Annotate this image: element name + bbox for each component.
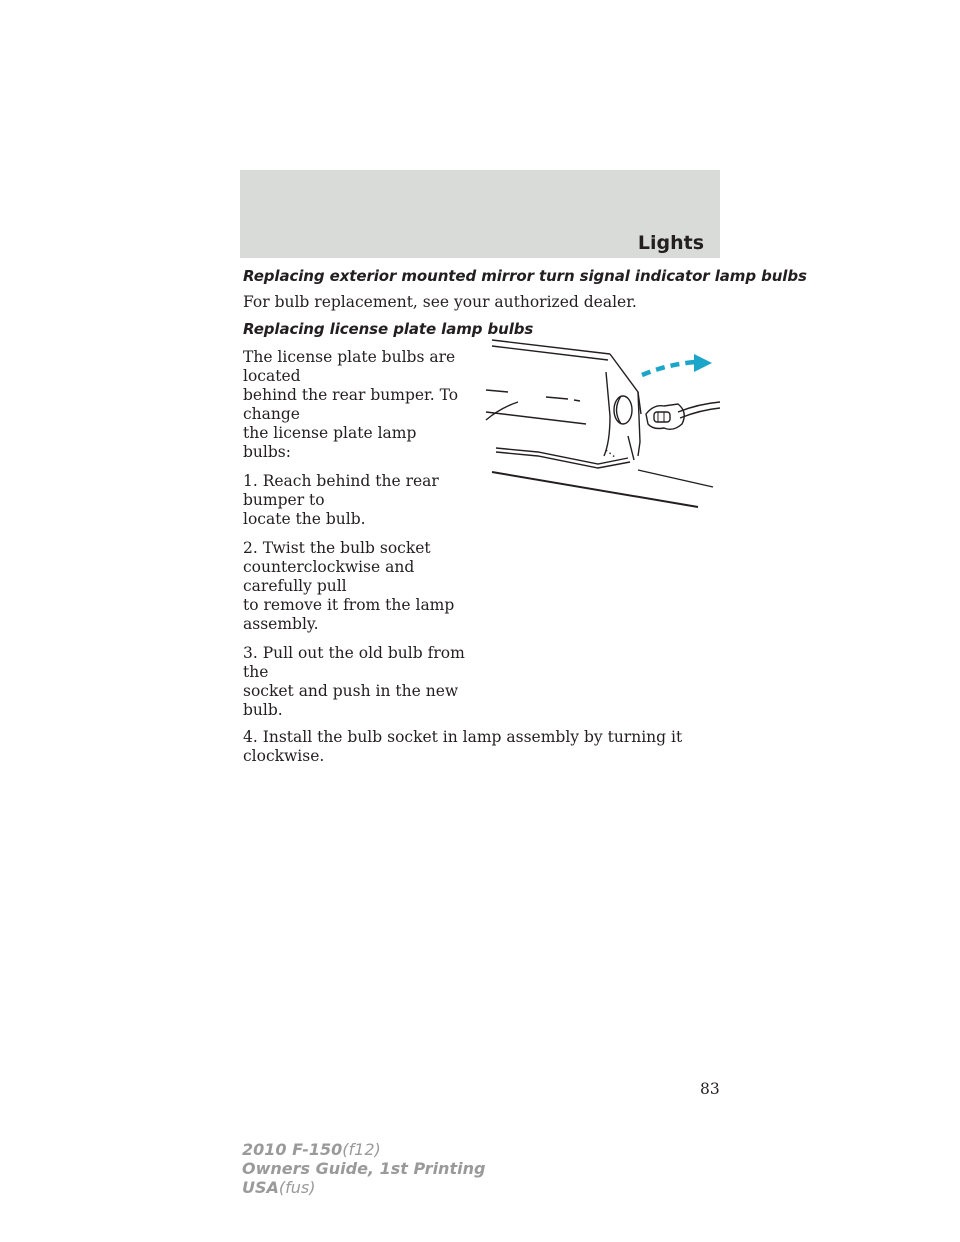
arrow-head-icon xyxy=(694,354,712,372)
bumper-dash-line xyxy=(546,397,580,401)
bumper-fold-line xyxy=(604,372,610,456)
bumper-edge-line xyxy=(638,470,713,487)
step-2-line: counterclockwise and carefully pull xyxy=(243,558,415,595)
bumper-curve-line xyxy=(486,402,518,420)
heading-mirror-bulbs: Replacing exterior mounted mirror turn signal indicator lamp bulbs xyxy=(243,267,807,285)
step-1-line: locate the bulb. xyxy=(243,510,366,528)
bumper-lower-line xyxy=(496,452,630,468)
step-2-line: assembly. xyxy=(243,615,319,633)
footer-line-1 xyxy=(242,1140,485,1159)
bumper-fold-line xyxy=(628,436,634,460)
pull-direction-arrow xyxy=(642,362,696,375)
bumper-edge-line xyxy=(492,340,610,354)
step-3 xyxy=(243,644,468,720)
step-3-line: 3. Pull out the old bulb from the xyxy=(243,644,465,681)
license-plate-lamp-illustration xyxy=(478,332,723,514)
intro-line: The license plate bulbs are located xyxy=(243,348,456,385)
footer-line-3 xyxy=(242,1178,485,1197)
bumper-dash-line xyxy=(486,390,508,392)
section-title: Lights xyxy=(637,232,704,254)
paragraph-mirror-bulbs: For bulb replacement, see your authorized dealer. xyxy=(243,293,637,311)
hidden-edge xyxy=(606,450,616,458)
step-4: 4. Install the bulb socket in lamp assembly by turning it clockwise. xyxy=(243,728,683,765)
step-1-line: 1. Reach behind the rear bumper to xyxy=(243,472,439,509)
intro-line: the license plate lamp bulbs: xyxy=(243,424,417,461)
footer-line-2: Owners Guide, 1st Printing xyxy=(242,1159,486,1178)
bumper-edge-line xyxy=(486,412,586,424)
page-number: 83 xyxy=(700,1080,720,1098)
section-header-band xyxy=(240,170,720,258)
footer-region: USA xyxy=(242,1178,279,1197)
paragraph-intro xyxy=(243,348,468,462)
step-2-line: 2. Twist the bulb socket xyxy=(243,539,431,557)
step-1 xyxy=(243,472,468,529)
bumper-lower-line xyxy=(496,448,628,464)
intro-line: behind the rear bumper. To change xyxy=(243,386,459,423)
heading-license-bulbs: Replacing license plate lamp bulbs xyxy=(243,320,534,338)
step-3-line: socket and push in the new bulb. xyxy=(243,682,459,719)
footer-model-code: (f12) xyxy=(342,1140,381,1159)
bulb-socket xyxy=(646,404,684,429)
step-2 xyxy=(243,539,468,634)
footer-model: 2010 F-150 xyxy=(242,1140,343,1159)
step-2-line: to remove it from the lamp xyxy=(243,596,455,614)
bumper-edge-line xyxy=(492,346,608,360)
document-footer xyxy=(242,1140,485,1197)
footer-region-code: (fus) xyxy=(278,1178,316,1197)
